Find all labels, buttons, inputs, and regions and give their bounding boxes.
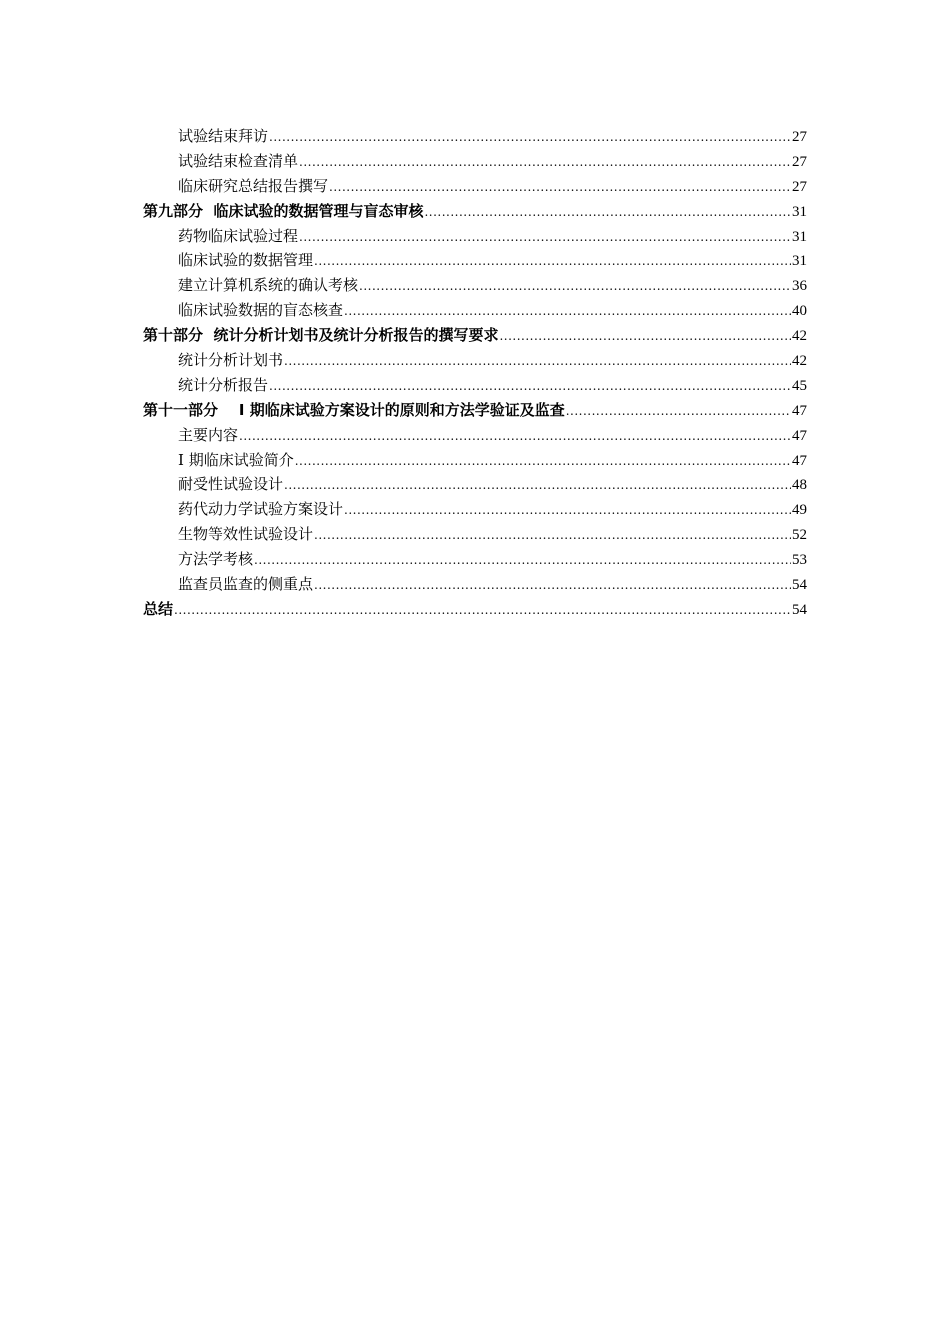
- toc-entry[interactable]: [143, 448, 807, 473]
- toc-entry-title: 临床试验数据的盲态核查: [178, 301, 344, 320]
- toc-entry-page: 36: [792, 278, 807, 295]
- toc-entry-page: 49: [792, 502, 807, 519]
- toc-entry-title: 第九部分 临床试验的数据管理与盲态审核: [143, 201, 424, 220]
- toc-entry-title: 第十一部分 I 期临床试验方案设计的原则和方法学验证及监查: [143, 400, 565, 419]
- dot-leader: [359, 274, 791, 299]
- toc-entry-title: 药物临床试验过程: [178, 226, 299, 245]
- toc-entry-page: 47: [792, 402, 807, 419]
- dot-leader: [314, 573, 791, 598]
- toc-entry[interactable]: [143, 547, 807, 572]
- toc-entry-title: 药代动力学试验方案设计: [178, 500, 344, 519]
- toc-entry-page: 52: [792, 527, 807, 544]
- toc-entry-page: 54: [792, 577, 807, 594]
- toc-entry-page: 53: [792, 552, 807, 569]
- toc-entry-page: 54: [792, 601, 807, 618]
- toc-entry-title: 临床研究总结报告撰写: [178, 176, 329, 195]
- toc-entry-title: 建立计算机系统的确认考核: [178, 276, 359, 295]
- dot-leader: [344, 498, 791, 523]
- dot-leader: [254, 548, 791, 573]
- toc-entry-title: 方法学考核: [178, 550, 254, 569]
- table-of-contents: [143, 124, 807, 622]
- dot-leader: [344, 299, 791, 324]
- toc-entry-page: 31: [792, 253, 807, 270]
- dot-leader: [314, 249, 791, 274]
- toc-entry[interactable]: [143, 572, 807, 597]
- toc-section-heading[interactable]: [143, 199, 807, 224]
- dot-leader: [499, 324, 791, 349]
- toc-entry[interactable]: [143, 248, 807, 273]
- toc-entry-page: 31: [792, 203, 807, 220]
- toc-entry[interactable]: [143, 149, 807, 174]
- dot-leader: [299, 225, 791, 250]
- toc-entry-title: 第十部分 统计分析计划书及统计分析报告的撰写要求: [143, 326, 499, 345]
- dot-leader: [284, 349, 791, 374]
- toc-entry-page: 27: [792, 178, 807, 195]
- dot-leader: [174, 598, 791, 623]
- toc-entry-page: 42: [792, 353, 807, 370]
- dot-leader: [239, 424, 791, 449]
- toc-entry-page: 47: [792, 427, 807, 444]
- toc-entry[interactable]: [143, 497, 807, 522]
- toc-entry[interactable]: [143, 348, 807, 373]
- dot-leader: [269, 125, 791, 150]
- toc-entry-title: 总结: [143, 599, 174, 618]
- toc-entry-title: 试验结束拜访: [178, 127, 269, 145]
- toc-entry-page: 40: [792, 303, 807, 320]
- toc-entry[interactable]: [143, 273, 807, 298]
- toc-entry-title: 监查员监查的侧重点: [178, 575, 314, 594]
- dot-leader: [329, 175, 791, 200]
- toc-entry-title: I 期临床试验简介: [178, 450, 294, 469]
- toc-entry-title: 试验结束检查清单: [178, 151, 299, 170]
- toc-entry[interactable]: [143, 224, 807, 249]
- toc-section-heading[interactable]: [143, 597, 807, 622]
- dot-leader: [566, 399, 791, 424]
- toc-entry[interactable]: [143, 174, 807, 199]
- toc-section-heading[interactable]: [143, 398, 807, 423]
- toc-entry-page: 45: [792, 377, 807, 394]
- toc-entry-title: 耐受性试验设计: [178, 475, 284, 494]
- toc-section-heading[interactable]: [143, 323, 807, 348]
- toc-entry[interactable]: [143, 124, 807, 149]
- toc-entry-title: 统计分析报告: [178, 375, 269, 394]
- toc-entry-page: 42: [792, 328, 807, 345]
- toc-entry-page: 27: [792, 153, 807, 170]
- dot-leader: [314, 523, 791, 548]
- toc-entry-page: 27: [792, 129, 807, 145]
- dot-leader: [284, 473, 791, 498]
- toc-entry-page: 31: [792, 228, 807, 245]
- toc-entry[interactable]: [143, 373, 807, 398]
- toc-entry[interactable]: [143, 423, 807, 448]
- toc-entry-page: 47: [792, 452, 807, 469]
- toc-entry-title: 主要内容: [178, 425, 239, 444]
- toc-entry-title: 生物等效性试验设计: [178, 525, 314, 544]
- toc-entry-page: 48: [792, 477, 807, 494]
- dot-leader: [424, 200, 791, 225]
- toc-entry-title: 临床试验的数据管理: [178, 251, 314, 270]
- dot-leader: [295, 449, 791, 474]
- toc-entry[interactable]: [143, 522, 807, 547]
- toc-entry[interactable]: [143, 472, 807, 497]
- toc-entry-title: 统计分析计划书: [178, 351, 284, 370]
- toc-entry[interactable]: [143, 298, 807, 323]
- dot-leader: [299, 150, 791, 175]
- dot-leader: [269, 374, 791, 399]
